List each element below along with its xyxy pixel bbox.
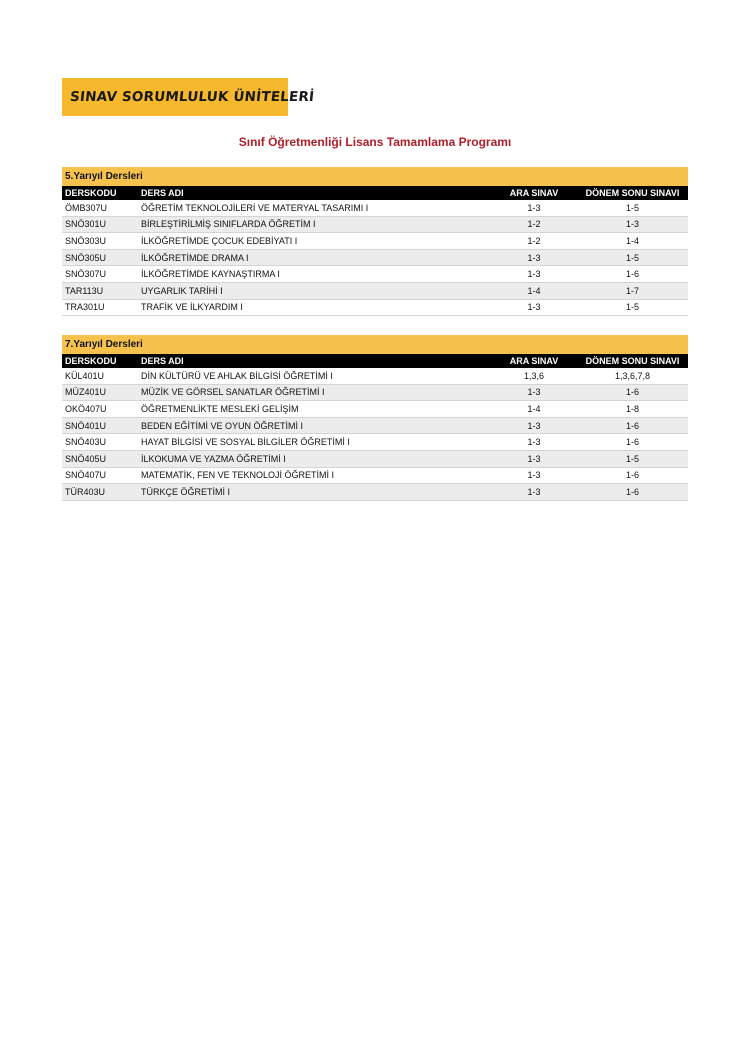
midterm-units: 1-3 bbox=[491, 450, 577, 467]
midterm-units: 1-2 bbox=[491, 216, 577, 233]
final-units: 1-6 bbox=[577, 417, 688, 434]
table-row bbox=[62, 417, 688, 434]
midterm-units: 1-4 bbox=[491, 401, 577, 418]
course-code: KÜL401U bbox=[62, 368, 138, 384]
table-row bbox=[62, 216, 688, 233]
course-name: DİN KÜLTÜRÜ VE AHLAK BİLGİSİ ÖĞRETİMİ I bbox=[138, 368, 491, 384]
table-row bbox=[62, 384, 688, 401]
final-units: 1-6 bbox=[577, 384, 688, 401]
final-units: 1-5 bbox=[577, 249, 688, 266]
course-name: BİRLEŞTİRİLMİŞ SINIFLARDA ÖĞRETİM I bbox=[138, 216, 491, 233]
table-row bbox=[62, 450, 688, 467]
column-header-code: DERSKODU bbox=[62, 186, 138, 200]
midterm-units: 1-3 bbox=[491, 266, 577, 283]
course-code: MÜZ401U bbox=[62, 384, 138, 401]
midterm-units: 1-3 bbox=[491, 249, 577, 266]
midterm-units: 1-3 bbox=[491, 467, 577, 484]
final-units: 1-5 bbox=[577, 200, 688, 216]
midterm-units: 1-4 bbox=[491, 282, 577, 299]
midterm-units: 1-3 bbox=[491, 417, 577, 434]
final-units: 1-5 bbox=[577, 299, 688, 316]
course-name: MATEMATİK, FEN VE TEKNOLOJİ ÖĞRETİMİ I bbox=[138, 467, 491, 484]
table-row bbox=[62, 401, 688, 418]
table-row bbox=[62, 282, 688, 299]
course-code: SNÖ307U bbox=[62, 266, 138, 283]
final-units: 1-7 bbox=[577, 282, 688, 299]
banner-text: SINAV SORUMLULUK ÜNİTELERİ bbox=[69, 89, 316, 105]
banner bbox=[62, 78, 316, 116]
course-name: İLKÖĞRETİMDE DRAMA I bbox=[138, 249, 491, 266]
table-row bbox=[62, 467, 688, 484]
course-code: SNÖ407U bbox=[62, 467, 138, 484]
table-row bbox=[62, 233, 688, 250]
final-units: 1-3 bbox=[577, 216, 688, 233]
course-name: İLKÖĞRETİMDE ÇOCUK EDEBİYATI I bbox=[138, 233, 491, 250]
final-units: 1-6 bbox=[577, 467, 688, 484]
course-name: İLKOKUMA VE YAZMA ÖĞRETİMİ I bbox=[138, 450, 491, 467]
semester-5-section bbox=[62, 167, 688, 316]
midterm-units: 1,3,6 bbox=[491, 368, 577, 384]
final-units: 1-5 bbox=[577, 450, 688, 467]
column-header-midterm: ARA SINAV bbox=[491, 186, 577, 200]
course-code: OKÖ407U bbox=[62, 401, 138, 418]
midterm-units: 1-3 bbox=[491, 484, 577, 501]
course-code: TRA301U bbox=[62, 299, 138, 316]
column-header-midterm: ARA SINAV bbox=[491, 354, 577, 368]
course-code: SNÖ405U bbox=[62, 450, 138, 467]
course-table bbox=[62, 186, 688, 316]
table-header-row bbox=[62, 186, 688, 200]
course-name: İLKÖĞRETİMDE KAYNAŞTIRMA I bbox=[138, 266, 491, 283]
table-row bbox=[62, 200, 688, 216]
course-code: SNÖ301U bbox=[62, 216, 138, 233]
final-units: 1-6 bbox=[577, 434, 688, 451]
course-code: SNÖ401U bbox=[62, 417, 138, 434]
final-units: 1-8 bbox=[577, 401, 688, 418]
final-units: 1-6 bbox=[577, 484, 688, 501]
midterm-units: 1-3 bbox=[491, 384, 577, 401]
table-row bbox=[62, 249, 688, 266]
table-row bbox=[62, 299, 688, 316]
final-units: 1-6 bbox=[577, 266, 688, 283]
midterm-units: 1-3 bbox=[491, 434, 577, 451]
table-row bbox=[62, 368, 688, 384]
course-name: TRAFİK VE İLKYARDIM I bbox=[138, 299, 491, 316]
course-code: TÜR403U bbox=[62, 484, 138, 501]
final-units: 1-4 bbox=[577, 233, 688, 250]
course-name: ÖĞRETMENLİKTE MESLEKİ GELİŞİM bbox=[138, 401, 491, 418]
column-header-final: DÖNEM SONU SINAVI bbox=[577, 186, 688, 200]
course-table bbox=[62, 354, 688, 501]
program-title: Sınıf Öğretmenliği Lisans Tamamlama Programı bbox=[238, 135, 512, 149]
column-header-final: DÖNEM SONU SINAVI bbox=[577, 354, 688, 368]
course-code: SNÖ305U bbox=[62, 249, 138, 266]
midterm-units: 1-3 bbox=[491, 299, 577, 316]
final-units: 1,3,6,7,8 bbox=[577, 368, 688, 384]
course-name: UYGARLIK TARİHİ I bbox=[138, 282, 491, 299]
midterm-units: 1-2 bbox=[491, 233, 577, 250]
course-name: HAYAT BİLGİSİ VE SOSYAL BİLGİLER ÖĞRETİMİ I bbox=[138, 434, 491, 451]
semester-7-section bbox=[62, 335, 688, 501]
course-code: SNÖ403U bbox=[62, 434, 138, 451]
section-header: 7.Yarıyıl Dersleri bbox=[62, 335, 688, 354]
column-header-name: DERS ADI bbox=[138, 186, 491, 200]
table-row bbox=[62, 484, 688, 501]
midterm-units: 1-3 bbox=[491, 200, 577, 216]
course-name: MÜZİK VE GÖRSEL SANATLAR ÖĞRETİMİ I bbox=[138, 384, 491, 401]
column-header-name: DERS ADI bbox=[138, 354, 491, 368]
course-code: ÖMB307U bbox=[62, 200, 138, 216]
course-name: TÜRKÇE ÖĞRETİMİ I bbox=[138, 484, 491, 501]
course-code: TAR113U bbox=[62, 282, 138, 299]
section-header: 5.Yarıyıl Dersleri bbox=[62, 167, 688, 186]
table-row bbox=[62, 434, 688, 451]
table-header-row bbox=[62, 354, 688, 368]
course-name: ÖĞRETİM TEKNOLOJİLERİ VE MATERYAL TASARIMI I bbox=[138, 200, 491, 216]
course-name: BEDEN EĞİTİMİ VE OYUN ÖĞRETİMİ I bbox=[138, 417, 491, 434]
course-code: SNÖ303U bbox=[62, 233, 138, 250]
table-row bbox=[62, 266, 688, 283]
column-header-code: DERSKODU bbox=[62, 354, 138, 368]
